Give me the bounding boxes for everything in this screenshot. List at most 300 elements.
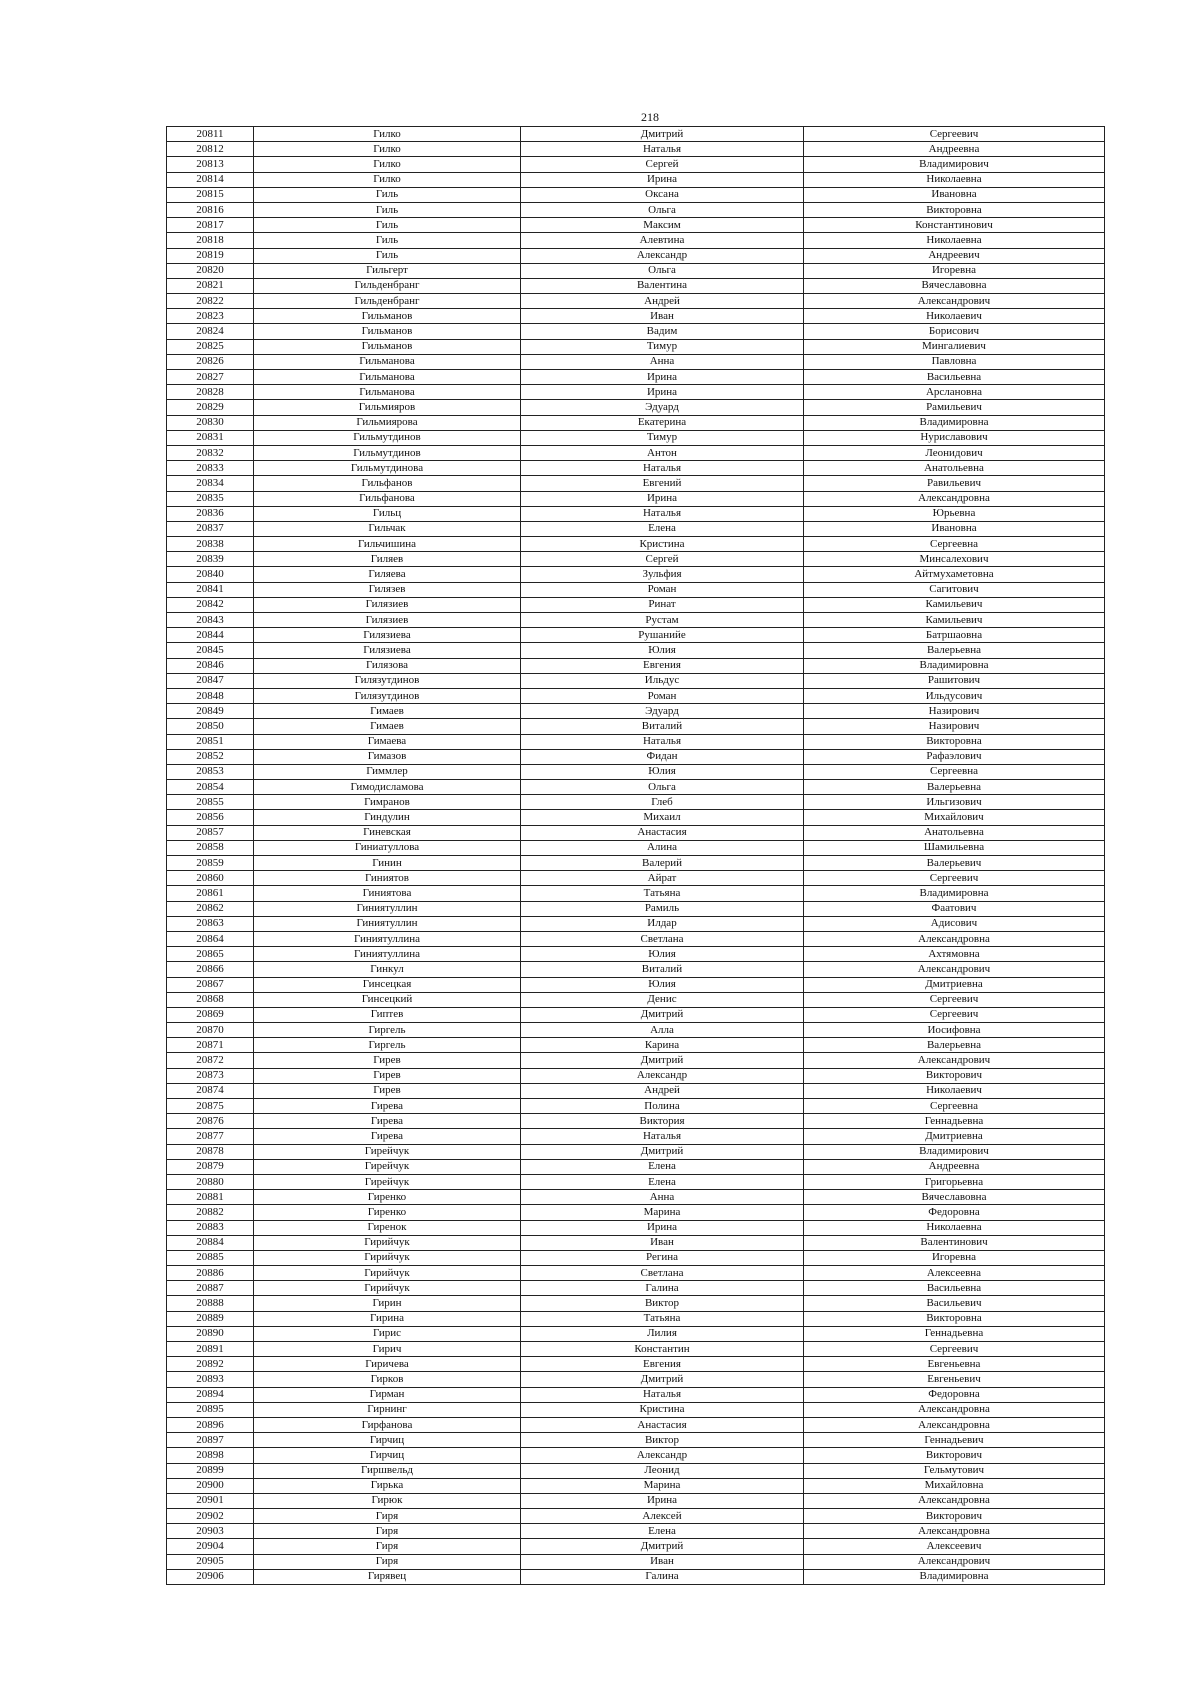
record-number-cell: 20860 (167, 871, 254, 886)
surname-cell: Гирман (254, 1387, 521, 1402)
first-name-cell: Елена (521, 521, 804, 536)
patronymic-cell: Сергеевич (804, 1007, 1105, 1022)
first-name-cell: Кристина (521, 537, 804, 552)
patronymic-cell: Викторович (804, 1068, 1105, 1083)
first-name-cell: Михаил (521, 810, 804, 825)
surname-cell: Гильмияров (254, 400, 521, 415)
patronymic-cell: Анатольевна (804, 461, 1105, 476)
patronymic-cell: Михайловна (804, 1478, 1105, 1493)
table-row (167, 1205, 1105, 1220)
first-name-cell: Дмитрий (521, 1053, 804, 1068)
first-name-cell: Светлана (521, 1266, 804, 1281)
first-name-cell: Анастасия (521, 825, 804, 840)
surname-cell: Гимодисламова (254, 780, 521, 795)
table-row (167, 400, 1105, 415)
table-row (167, 992, 1105, 1007)
table-row (167, 248, 1105, 263)
patronymic-cell: Вячеславовна (804, 1190, 1105, 1205)
first-name-cell: Андрей (521, 1083, 804, 1098)
surname-cell: Гирейчук (254, 1144, 521, 1159)
patronymic-cell: Александровна (804, 1493, 1105, 1508)
table-row (167, 1524, 1105, 1539)
patronymic-cell: Сергеевич (804, 992, 1105, 1007)
table-row (167, 324, 1105, 339)
table-row (167, 506, 1105, 521)
table-row (167, 871, 1105, 886)
first-name-cell: Светлана (521, 931, 804, 946)
record-number-cell: 20816 (167, 202, 254, 217)
record-number-cell: 20834 (167, 476, 254, 491)
record-number-cell: 20867 (167, 977, 254, 992)
patronymic-cell: Валерьевна (804, 643, 1105, 658)
patronymic-cell: Айтмухаметовна (804, 567, 1105, 582)
first-name-cell: Елена (521, 1174, 804, 1189)
table-row (167, 673, 1105, 688)
first-name-cell: Ольга (521, 263, 804, 278)
record-number-cell: 20818 (167, 233, 254, 248)
record-number-cell: 20863 (167, 916, 254, 931)
surname-cell: Гинин (254, 856, 521, 871)
record-number-cell: 20822 (167, 294, 254, 309)
surname-cell: Гиниятуллина (254, 931, 521, 946)
record-number-cell: 20852 (167, 749, 254, 764)
record-number-cell: 20844 (167, 628, 254, 643)
record-number-cell: 20829 (167, 400, 254, 415)
surname-cell: Гилязев (254, 582, 521, 597)
record-number-cell: 20903 (167, 1524, 254, 1539)
patronymic-cell: Геннадьевна (804, 1114, 1105, 1129)
table-row (167, 430, 1105, 445)
table-row (167, 582, 1105, 597)
table-row (167, 1326, 1105, 1341)
surname-cell: Гилязутдинов (254, 688, 521, 703)
surname-cell: Гирька (254, 1478, 521, 1493)
record-number-cell: 20902 (167, 1509, 254, 1524)
surname-cell: Гильманов (254, 324, 521, 339)
table-row (167, 780, 1105, 795)
first-name-cell: Ринат (521, 597, 804, 612)
patronymic-cell: Назирович (804, 704, 1105, 719)
first-name-cell: Сергей (521, 552, 804, 567)
table-row (167, 613, 1105, 628)
table-row (167, 1402, 1105, 1417)
table-row (167, 567, 1105, 582)
patronymic-cell: Геннадьевна (804, 1326, 1105, 1341)
surname-cell: Гиневская (254, 825, 521, 840)
table-row (167, 795, 1105, 810)
surname-cell: Гиляев (254, 552, 521, 567)
surname-cell: Гирейчук (254, 1174, 521, 1189)
record-number-cell: 20843 (167, 613, 254, 628)
record-number-cell: 20898 (167, 1448, 254, 1463)
patronymic-cell: Алексеевич (804, 1539, 1105, 1554)
first-name-cell: Наталья (521, 142, 804, 157)
first-name-cell: Рамиль (521, 901, 804, 916)
first-name-cell: Александр (521, 248, 804, 263)
patronymic-cell: Владимировна (804, 658, 1105, 673)
surname-cell: Гильманова (254, 370, 521, 385)
record-number-cell: 20875 (167, 1099, 254, 1114)
record-number-cell: 20849 (167, 704, 254, 719)
patronymic-cell: Владимировна (804, 415, 1105, 430)
record-number-cell: 20827 (167, 370, 254, 385)
first-name-cell: Галина (521, 1569, 804, 1584)
surname-cell: Гилко (254, 127, 521, 142)
table-row (167, 658, 1105, 673)
surname-cell: Гиптев (254, 1007, 521, 1022)
table-row (167, 1144, 1105, 1159)
surname-cell: Гиренко (254, 1205, 521, 1220)
surname-cell: Гиль (254, 233, 521, 248)
record-number-cell: 20836 (167, 506, 254, 521)
surname-cell: Гиниатуллова (254, 840, 521, 855)
table-row (167, 916, 1105, 931)
surname-cell: Гиргель (254, 1023, 521, 1038)
table-row (167, 1387, 1105, 1402)
table-row (167, 385, 1105, 400)
surname-cell: Гиргель (254, 1038, 521, 1053)
patronymic-cell: Гельмутович (804, 1463, 1105, 1478)
record-number-cell: 20878 (167, 1144, 254, 1159)
table-row (167, 1342, 1105, 1357)
table-row (167, 202, 1105, 217)
first-name-cell: Марина (521, 1478, 804, 1493)
patronymic-cell: Валерьевна (804, 780, 1105, 795)
first-name-cell: Дмитрий (521, 1007, 804, 1022)
surname-cell: Гиляева (254, 567, 521, 582)
patronymic-cell: Александровна (804, 1524, 1105, 1539)
record-number-cell: 20851 (167, 734, 254, 749)
patronymic-cell: Андреевна (804, 142, 1105, 157)
table-row (167, 491, 1105, 506)
table-row (167, 1250, 1105, 1265)
table-row (167, 1129, 1105, 1144)
record-number-cell: 20876 (167, 1114, 254, 1129)
table-row (167, 1296, 1105, 1311)
record-number-cell: 20830 (167, 415, 254, 430)
record-number-cell: 20848 (167, 688, 254, 703)
record-number-cell: 20812 (167, 142, 254, 157)
table-row (167, 552, 1105, 567)
table-row (167, 172, 1105, 187)
patronymic-cell: Александровна (804, 1417, 1105, 1432)
first-name-cell: Ирина (521, 370, 804, 385)
first-name-cell: Ольга (521, 780, 804, 795)
first-name-cell: Анна (521, 354, 804, 369)
patronymic-cell: Леонидович (804, 445, 1105, 460)
patronymic-cell: Дмитриевна (804, 1129, 1105, 1144)
first-name-cell: Валентина (521, 278, 804, 293)
patronymic-cell: Андреевич (804, 248, 1105, 263)
patronymic-cell: Рашитович (804, 673, 1105, 688)
table-row (167, 1266, 1105, 1281)
first-name-cell: Глеб (521, 795, 804, 810)
patronymic-cell: Нуриславович (804, 430, 1105, 445)
record-number-cell: 20823 (167, 309, 254, 324)
surname-cell: Гирин (254, 1296, 521, 1311)
first-name-cell: Юлия (521, 977, 804, 992)
table-row (167, 1023, 1105, 1038)
record-number-cell: 20826 (167, 354, 254, 369)
record-number-cell: 20895 (167, 1402, 254, 1417)
record-number-cell: 20835 (167, 491, 254, 506)
table-row (167, 1509, 1105, 1524)
table-row (167, 157, 1105, 172)
first-name-cell: Юлия (521, 643, 804, 658)
table-row (167, 901, 1105, 916)
record-number-cell: 20819 (167, 248, 254, 263)
surname-cell: Гилязиева (254, 643, 521, 658)
record-number-cell: 20817 (167, 218, 254, 233)
table-row (167, 1554, 1105, 1569)
patronymic-cell: Рафаэлович (804, 749, 1105, 764)
first-name-cell: Вадим (521, 324, 804, 339)
first-name-cell: Ильдус (521, 673, 804, 688)
patronymic-cell: Викторович (804, 1448, 1105, 1463)
record-number-cell: 20869 (167, 1007, 254, 1022)
table-row (167, 1099, 1105, 1114)
surname-cell: Гиря (254, 1524, 521, 1539)
record-number-cell: 20862 (167, 901, 254, 916)
table-row (167, 810, 1105, 825)
surname-cell: Гильденбранг (254, 278, 521, 293)
first-name-cell: Татьяна (521, 1311, 804, 1326)
patronymic-cell: Владимирович (804, 1144, 1105, 1159)
patronymic-cell: Вячеславовна (804, 278, 1105, 293)
record-number-cell: 20855 (167, 795, 254, 810)
table-row (167, 339, 1105, 354)
patronymic-cell: Ильгизович (804, 795, 1105, 810)
table-row (167, 1433, 1105, 1448)
first-name-cell: Александр (521, 1068, 804, 1083)
patronymic-cell: Сагитович (804, 582, 1105, 597)
surname-cell: Гирийчук (254, 1266, 521, 1281)
table-row (167, 1478, 1105, 1493)
first-name-cell: Иван (521, 309, 804, 324)
surname-cell: Гиниятова (254, 886, 521, 901)
surname-cell: Гирина (254, 1311, 521, 1326)
first-name-cell: Алла (521, 1023, 804, 1038)
first-name-cell: Виктор (521, 1433, 804, 1448)
first-name-cell: Илдар (521, 916, 804, 931)
patronymic-cell: Николаевна (804, 1220, 1105, 1235)
patronymic-cell: Александрович (804, 962, 1105, 977)
first-name-cell: Эдуард (521, 400, 804, 415)
first-name-cell: Оксана (521, 187, 804, 202)
record-number-cell: 20866 (167, 962, 254, 977)
record-number-cell: 20885 (167, 1250, 254, 1265)
surname-cell: Гилязова (254, 658, 521, 673)
surname-cell: Гильчишина (254, 537, 521, 552)
record-number-cell: 20905 (167, 1554, 254, 1569)
first-name-cell: Антон (521, 445, 804, 460)
record-number-cell: 20828 (167, 385, 254, 400)
surname-cell: Гилязиев (254, 613, 521, 628)
patronymic-cell: Батршаовна (804, 628, 1105, 643)
first-name-cell: Валерий (521, 856, 804, 871)
first-name-cell: Наталья (521, 734, 804, 749)
record-number-cell: 20837 (167, 521, 254, 536)
first-name-cell: Алексей (521, 1509, 804, 1524)
first-name-cell: Виталий (521, 719, 804, 734)
surname-cell: Гирев (254, 1068, 521, 1083)
surname-cell: Гирич (254, 1342, 521, 1357)
table-row (167, 1053, 1105, 1068)
first-name-cell: Сергей (521, 157, 804, 172)
patronymic-cell: Рамильевич (804, 400, 1105, 415)
first-name-cell: Максим (521, 218, 804, 233)
record-number-cell: 20871 (167, 1038, 254, 1053)
first-name-cell: Александр (521, 1448, 804, 1463)
patronymic-cell: Викторовна (804, 734, 1105, 749)
surname-cell: Гирейчук (254, 1159, 521, 1174)
first-name-cell: Карина (521, 1038, 804, 1053)
first-name-cell: Алевтина (521, 233, 804, 248)
first-name-cell: Лилия (521, 1326, 804, 1341)
patronymic-cell: Адисович (804, 916, 1105, 931)
surname-cell: Гирев (254, 1083, 521, 1098)
first-name-cell: Ирина (521, 491, 804, 506)
first-name-cell: Роман (521, 582, 804, 597)
record-number-cell: 20821 (167, 278, 254, 293)
patronymic-cell: Игоревна (804, 1250, 1105, 1265)
patronymic-cell: Минсалехович (804, 552, 1105, 567)
first-name-cell: Фидан (521, 749, 804, 764)
record-number-cell: 20824 (167, 324, 254, 339)
record-number-cell: 20859 (167, 856, 254, 871)
patronymic-cell: Михайлович (804, 810, 1105, 825)
record-number-cell: 20880 (167, 1174, 254, 1189)
record-number-cell: 20881 (167, 1190, 254, 1205)
table-row (167, 764, 1105, 779)
record-number-cell: 20854 (167, 780, 254, 795)
patronymic-cell: Викторовна (804, 1311, 1105, 1326)
patronymic-cell: Александрович (804, 1554, 1105, 1569)
surname-cell: Гиря (254, 1539, 521, 1554)
table-row (167, 233, 1105, 248)
patronymic-cell: Васильевич (804, 1296, 1105, 1311)
patronymic-cell: Валерьевич (804, 856, 1105, 871)
record-number-cell: 20833 (167, 461, 254, 476)
record-number-cell: 20888 (167, 1296, 254, 1311)
names-register-table (166, 126, 1105, 1585)
surname-cell: Гинсецкая (254, 977, 521, 992)
patronymic-cell: Шамильевна (804, 840, 1105, 855)
first-name-cell: Кристина (521, 1402, 804, 1417)
first-name-cell: Тимур (521, 430, 804, 445)
first-name-cell: Марина (521, 1205, 804, 1220)
first-name-cell: Рустам (521, 613, 804, 628)
record-number-cell: 20890 (167, 1326, 254, 1341)
record-number-cell: 20839 (167, 552, 254, 567)
first-name-cell: Юлия (521, 947, 804, 962)
table-row (167, 1417, 1105, 1432)
table-row (167, 628, 1105, 643)
table-row (167, 354, 1105, 369)
record-number-cell: 20886 (167, 1266, 254, 1281)
surname-cell: Гильманов (254, 309, 521, 324)
first-name-cell: Наталья (521, 1129, 804, 1144)
table-row (167, 840, 1105, 855)
table-row (167, 1311, 1105, 1326)
surname-cell: Гинсецкий (254, 992, 521, 1007)
first-name-cell: Иван (521, 1235, 804, 1250)
patronymic-cell: Сергеевич (804, 127, 1105, 142)
first-name-cell: Виктория (521, 1114, 804, 1129)
patronymic-cell: Иосифовна (804, 1023, 1105, 1038)
surname-cell: Гиль (254, 202, 521, 217)
record-number-cell: 20896 (167, 1417, 254, 1432)
surname-cell: Гильгерт (254, 263, 521, 278)
record-number-cell: 20883 (167, 1220, 254, 1235)
first-name-cell: Дмитрий (521, 1144, 804, 1159)
surname-cell: Гильц (254, 506, 521, 521)
record-number-cell: 20841 (167, 582, 254, 597)
patronymic-cell: Арслановна (804, 385, 1105, 400)
table-row (167, 445, 1105, 460)
table-row (167, 1235, 1105, 1250)
surname-cell: Гимаев (254, 719, 521, 734)
first-name-cell: Виталий (521, 962, 804, 977)
record-number-cell: 20840 (167, 567, 254, 582)
record-number-cell: 20813 (167, 157, 254, 172)
patronymic-cell: Юрьевна (804, 506, 1105, 521)
record-number-cell: 20901 (167, 1493, 254, 1508)
surname-cell: Гилко (254, 172, 521, 187)
record-number-cell: 20906 (167, 1569, 254, 1584)
surname-cell: Гиричева (254, 1357, 521, 1372)
record-number-cell: 20868 (167, 992, 254, 1007)
register-body (167, 127, 1105, 1585)
surname-cell: Гирийчук (254, 1235, 521, 1250)
table-row (167, 1569, 1105, 1584)
surname-cell: Гиниятов (254, 871, 521, 886)
record-number-cell: 20897 (167, 1433, 254, 1448)
surname-cell: Гиндулин (254, 810, 521, 825)
record-number-cell: 20882 (167, 1205, 254, 1220)
surname-cell: Гирчиц (254, 1448, 521, 1463)
surname-cell: Гиренок (254, 1220, 521, 1235)
first-name-cell: Ирина (521, 1493, 804, 1508)
table-row (167, 1493, 1105, 1508)
patronymic-cell: Александровна (804, 491, 1105, 506)
record-number-cell: 20904 (167, 1539, 254, 1554)
patronymic-cell: Камильевич (804, 613, 1105, 628)
table-row (167, 1220, 1105, 1235)
first-name-cell: Евгения (521, 1357, 804, 1372)
surname-cell: Гиль (254, 218, 521, 233)
patronymic-cell: Николаевна (804, 233, 1105, 248)
table-row (167, 294, 1105, 309)
record-number-cell: 20872 (167, 1053, 254, 1068)
first-name-cell: Ирина (521, 172, 804, 187)
surname-cell: Гирчиц (254, 1433, 521, 1448)
table-row (167, 947, 1105, 962)
first-name-cell: Наталья (521, 1387, 804, 1402)
record-number-cell: 20873 (167, 1068, 254, 1083)
surname-cell: Гильмиярова (254, 415, 521, 430)
first-name-cell: Ирина (521, 385, 804, 400)
table-row (167, 931, 1105, 946)
first-name-cell: Андрей (521, 294, 804, 309)
surname-cell: Гильчак (254, 521, 521, 536)
first-name-cell: Леонид (521, 1463, 804, 1478)
page-number: 218 (641, 110, 659, 124)
first-name-cell: Анастасия (521, 1417, 804, 1432)
record-number-cell: 20864 (167, 931, 254, 946)
patronymic-cell: Дмитриевна (804, 977, 1105, 992)
table-row (167, 127, 1105, 142)
